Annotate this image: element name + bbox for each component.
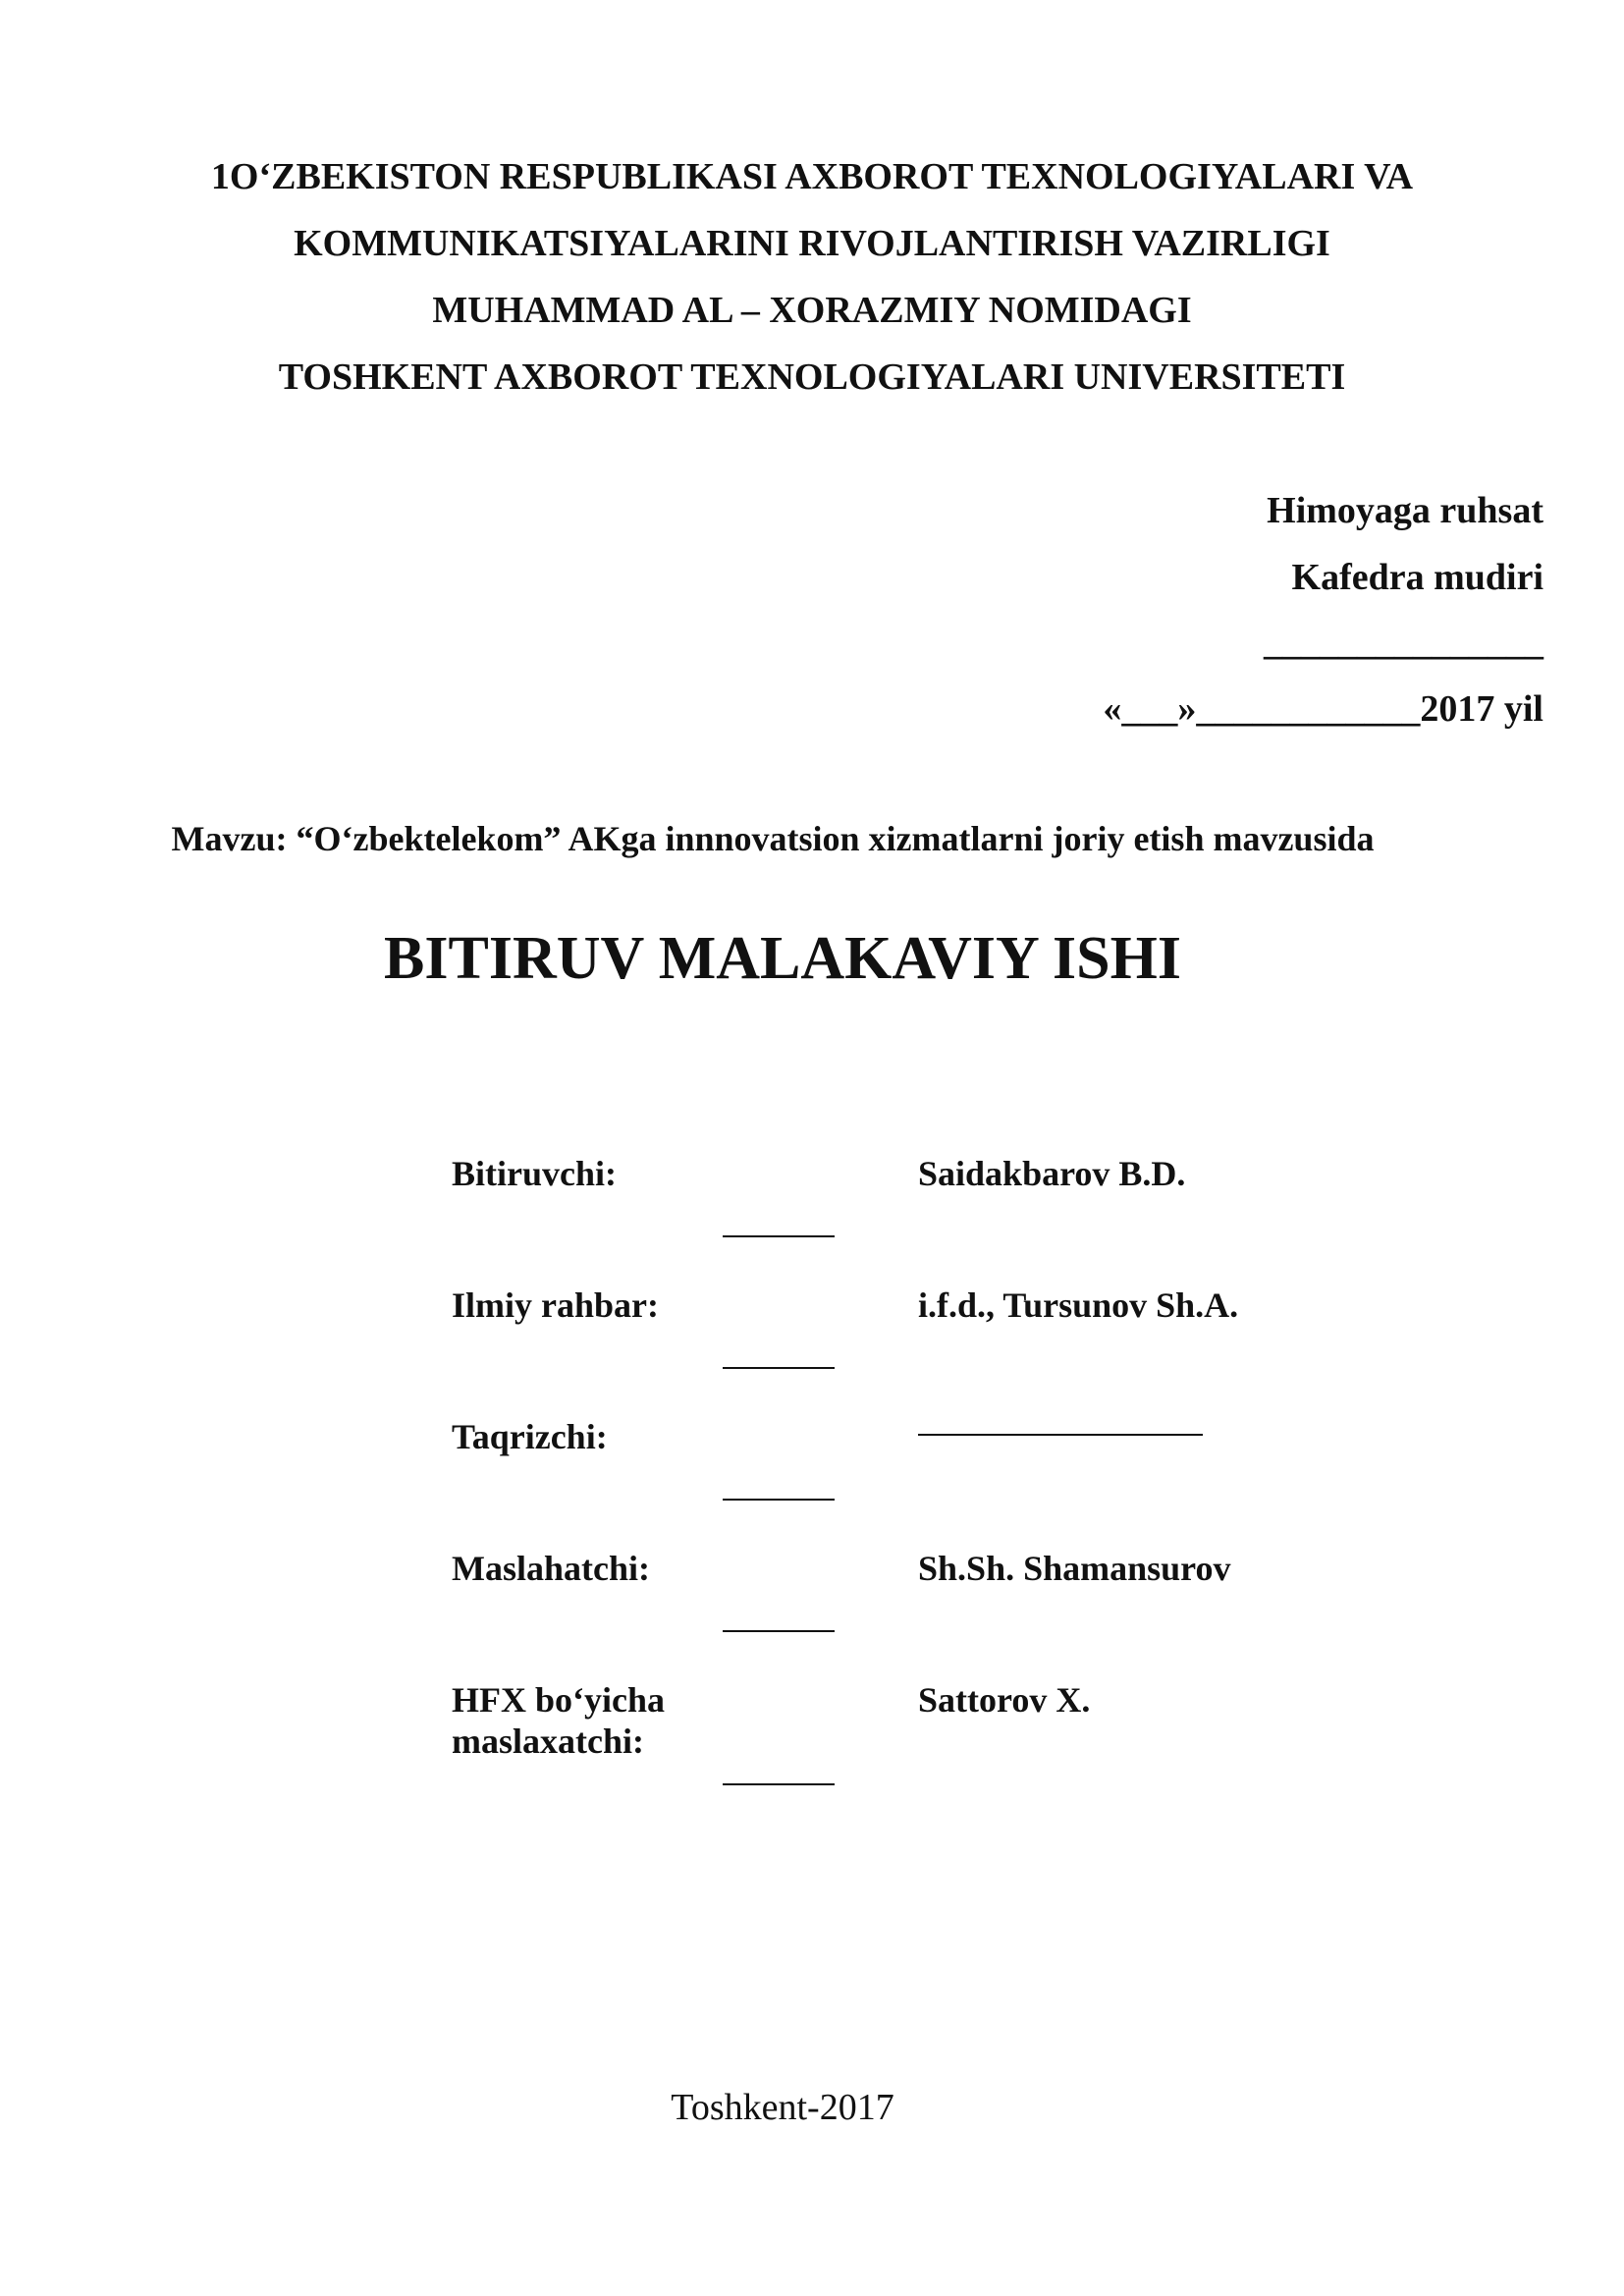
signature-line [723, 1783, 835, 1785]
approval-title: Himoyaga ruhsat [1267, 490, 1543, 531]
signature-line [723, 1630, 835, 1632]
document-title: BITIRUV MALAKAVIY ISHI [384, 925, 1181, 992]
signature-line [723, 1367, 835, 1369]
signatory-label: Taqrizchi: [452, 1417, 608, 1456]
approval-head: Kafedra mudiri [1291, 557, 1543, 598]
signatory-label: HFX bo‘yicha maslaxatchi: [452, 1680, 666, 1761]
ministry-line-3: MUHAMMAD AL – XORAZMIY NOMIDAGI [432, 290, 1192, 331]
ministry-line-1: 1O‘ZBEKISTON RESPUBLIKASI AXBOROT TEXNOLOGIYALARI VA [210, 156, 1414, 197]
signature-line [723, 1235, 835, 1237]
topic-line: Mavzu: “O‘zbektelekom” AKga innnovatsion xizmatlarni joriy etish mavzusida [171, 819, 1375, 858]
signature-line [723, 1499, 835, 1501]
signatory-name: Sh.Sh. Shamansurov [918, 1549, 1231, 1588]
approval-date-line: «___»____________2017 yil [1103, 688, 1543, 730]
city-year: Toshkent-2017 [671, 2087, 894, 2128]
approval-signature-blank: _______________ [1264, 622, 1543, 663]
ministry-line-2: KOMMUNIKATSIYALARINI RIVOJLANTIRISH VAZIRLIGI [294, 223, 1330, 264]
signatory-name: Saidakbarov B.D. [918, 1154, 1186, 1193]
signatory-name: Sattorov X. [918, 1680, 1091, 1720]
signatory-label: Bitiruvchi: [452, 1154, 617, 1193]
signatory-label: Ilmiy rahbar: [452, 1285, 659, 1325]
signatory-name: i.f.d., Tursunov Sh.A. [918, 1285, 1239, 1325]
signatory-label: Maslahatchi: [452, 1549, 650, 1588]
university-name: TOSHKENT AXBOROT TEXNOLOGIYALARI UNIVERSITETI [278, 356, 1346, 398]
reviewer-name-blank [918, 1434, 1203, 1436]
